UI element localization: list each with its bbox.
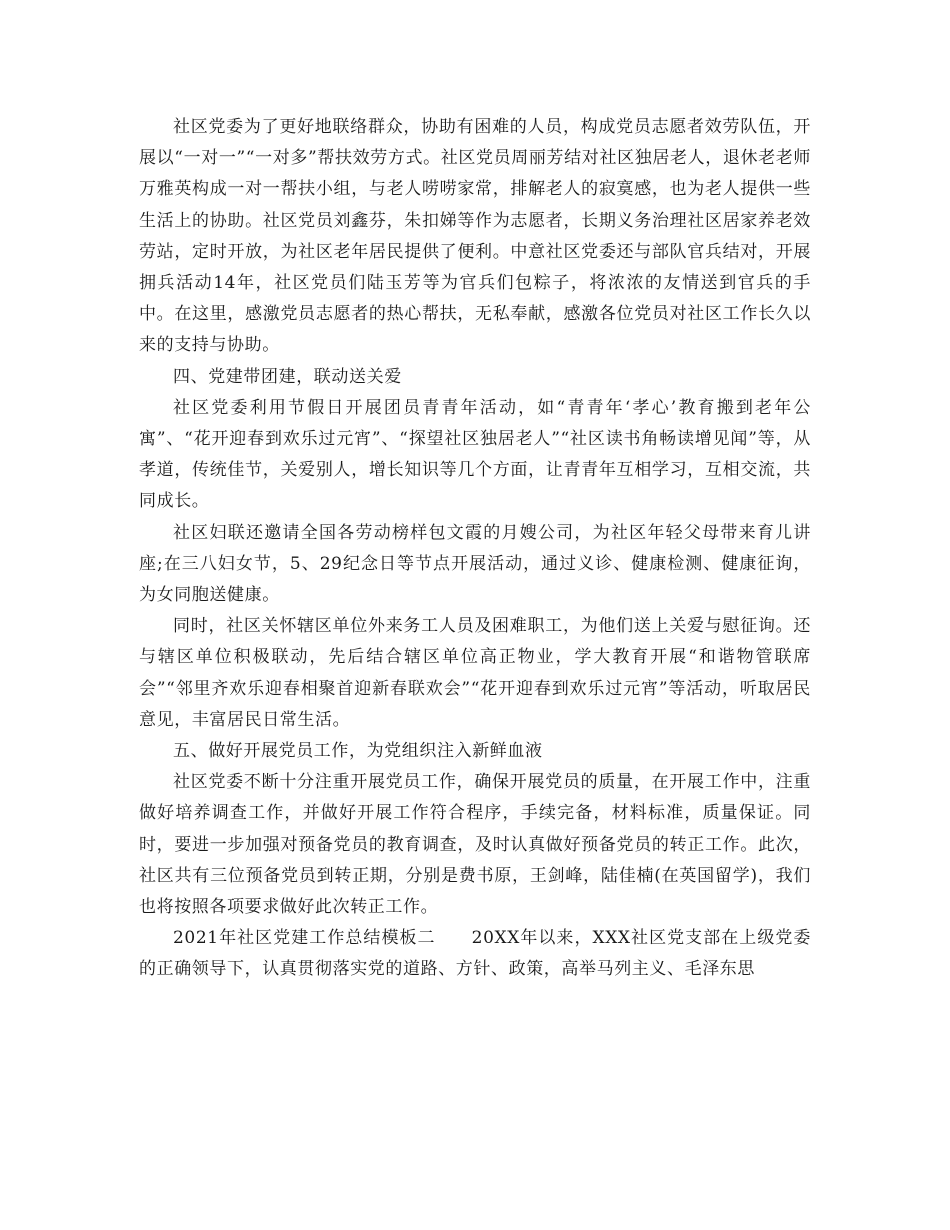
document-body	[139, 112, 811, 986]
paragraph-youth-activities: 社区党委利用节假日开展团员青青年活动，如“青青年‘孝心’教育搬到老年公寓”、“花开迎春到欢乐过元宵”、“探望社区独居老人”“社区读书角畅读增见闻”等，从孝道，传统佳节，关爱别人，增长知识等几个方面，让青青年互相学习，互相交流，共同成长。	[139, 397, 811, 512]
paragraph-volunteer-service: 社区党委为了更好地联络群众，协助有困难的人员，构成党员志愿者效劳队伍，开展以“一对一”“一对多”帮扶效劳方式。社区党员周丽芳结对社区独居老人，退休老老师万雅英构成一对一帮扶小组，与老人唠唠家常，排解老人的寂寞感，也为老人提供一些生活上的协助。社区党员刘鑫芬，朱扣娣等作为志愿者，长期义务治理社区居家养老效劳站，定时开放，为社区老年居民提供了便利。中意社区党委还与部队官兵结对，开展拥兵活动14年，社区党员们陆玉芳等为官兵们包粽子，将浓浓的友情送到官兵的手中。在这里，感激党员志愿者的热心帮扶，无私奉献，感激各位党员对社区工作长久以来的支持与协助。	[139, 117, 811, 356]
paragraph-migrant-workers: 同时，社区关怀辖区单位外来务工人员及困难职工，为他们送上关爱与慰征询。还与辖区单位积极联动，先后结合辖区单位高正物业，学大教育开展“和谐物管联席会”“邻里齐欢乐迎春相聚首迎新春联欢会”“花开迎春到欢乐过元宵”等活动，听取居民意见，丰富居民日常生活。	[139, 616, 811, 730]
paragraph-member-development: 社区党委不断十分注重开展党员工作，确保开展党员的质量，在开展工作中，注重做好培养调查工作，并做好开展工作符合程序，手续完备，材料标准，质量保证。同时，要进一步加强对预备党员的教育调查，及时认真做好预备党员的转正工作。此次，社区共有三位预备党员到转正期，分别是费书原，王剑峰，陆佳楠(在英国留学)，我们也将按照各项要求做好此次转正工作。	[139, 772, 811, 918]
section-heading-five: 五、做好开展党员工作，为党组织注入新鲜血液	[173, 741, 543, 762]
section-heading-four: 四、党建带团建，联动送关爱	[173, 366, 402, 387]
paragraph-template-two: 2021年社区党建工作总结模板二 20XX年以来，XXX社区党支部在上级党委的正确领导下，认真贯彻落实党的道路、方针、政策，高举马列主义、毛泽东思	[139, 928, 811, 980]
paragraph-womens-federation: 社区妇联还邀请全国各劳动榜样包文霞的月嫂公司，为社区年轻父母带来育儿讲座;在三八妇女节，5、29纪念日等节点开展活动，通过义诊、健康检测、健康征询，为女同胞送健康。	[139, 522, 811, 606]
